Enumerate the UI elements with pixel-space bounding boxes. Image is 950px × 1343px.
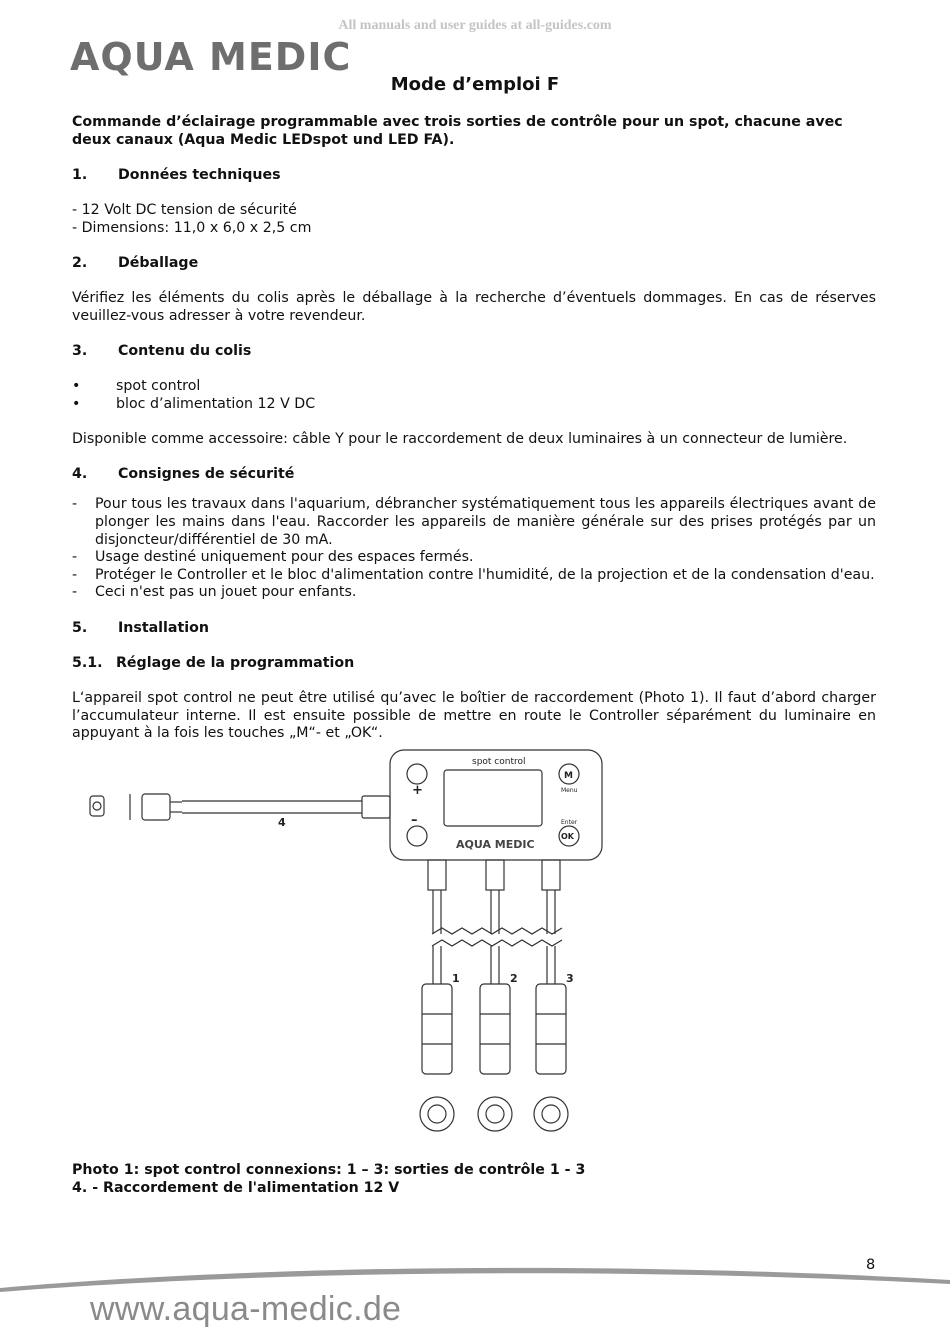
section-2-text: Vérifiez les éléments du colis après le déballage à la recherche d’éventuels dommages. En cas de réserves veuillez-vous adresser à votre revendeur. (72, 289, 876, 324)
list-item: - Usage destiné uniquement pour des espaces fermés. (72, 549, 474, 566)
svg-text:AQUA MEDIC: AQUA MEDIC (70, 36, 352, 76)
footer-website-url: www.aqua-medic.de (90, 1290, 402, 1328)
list-item: - Pour tous les travaux dans l'aquarium, débrancher systématiquement tous les appareils électriques avant de plonger les mains dans l'eau. Raccorder les appareils de manière générale sur des prises protégés par un disjoncteur/différentiel de 30 mA. (72, 496, 876, 548)
connector-face-2 (478, 1097, 512, 1131)
output-number: 1 (452, 972, 460, 985)
menu-label: Menu (561, 787, 578, 794)
safety-list (72, 496, 876, 602)
contents-list (72, 378, 876, 413)
section-4-heading: 4. Consignes de sécurité (72, 465, 295, 482)
watermark-text: All manuals and user guides at all-guides.com (338, 18, 612, 33)
display-screen (444, 770, 542, 826)
accessory-text: Disponible comme accessoire: câble Y pour le raccordement de deux luminaires à un connecteur de lumière. (72, 430, 848, 447)
section-5-heading: 5. Installation (72, 619, 209, 636)
spot-control-diagram (72, 744, 632, 1148)
connector-3 (536, 984, 566, 1074)
section-1-heading: 1. Données techniques (72, 166, 281, 183)
connector-face-3 (534, 1097, 568, 1131)
cable-number: 4 (278, 816, 286, 829)
connector-face-1 (420, 1097, 454, 1131)
ok-button-label: OK (561, 832, 574, 841)
plus-label: + (412, 783, 423, 798)
up-button (407, 764, 427, 784)
output-number: 3 (566, 972, 574, 985)
device-label: spot control (472, 757, 526, 767)
spec-line: - 12 Volt DC tension de sécurité (72, 201, 297, 218)
list-item: • spot control (72, 377, 201, 394)
section-3-heading: 3. Contenu du colis (72, 342, 252, 359)
minus-label: – (411, 813, 418, 828)
spec-line: - Dimensions: 11,0 x 6,0 x 2,5 cm (72, 219, 312, 236)
m-button-label: M (564, 771, 573, 781)
section-5-1-text: L‘appareil spot control ne peut être utilisé qu’avec le boîtier de raccordement (Photo 1). Il faut d’abord charger l’accumulateur interne. Il est ensuite possible de mettre en route le Controller séparément du luminaire en appuyant à la fois les touches „M“- et „OK“. (72, 690, 876, 742)
document-body (72, 114, 876, 743)
page-number: 8 (866, 1257, 876, 1273)
enter-label: Enter (561, 819, 578, 826)
connector-1 (422, 984, 452, 1074)
device-logo: AQUA MEDIC (456, 838, 535, 851)
document-title: Mode d’emploi F (390, 74, 560, 95)
down-button (407, 826, 427, 846)
intro-text: Commande d’éclairage programmable avec trois sorties de contrôle pour un spot, chacune avec deux canaux (Aqua Medic LEDspot und LED FA). (72, 114, 843, 148)
connector-2 (480, 984, 510, 1074)
section-5-1-heading: 5.1. Réglage de la programmation (72, 654, 355, 671)
figure-caption: Photo 1: spot control connexions: 1 – 3: sorties de contrôle 1 - 3 4. - Raccordement de l'alimentation 12 V (72, 1162, 586, 1196)
list-item: • bloc d’alimentation 12 V DC (72, 395, 316, 412)
section-2-heading: 2. Déballage (72, 254, 199, 271)
output-number: 2 (510, 972, 518, 985)
list-item: - Protéger le Controller et le bloc d'alimentation contre l'humidité, de la projection et de la condensation d'eau. (72, 566, 875, 583)
list-item: - Ceci n'est pas un jouet pour enfants. (72, 584, 357, 601)
aqua-medic-logo (70, 36, 360, 76)
